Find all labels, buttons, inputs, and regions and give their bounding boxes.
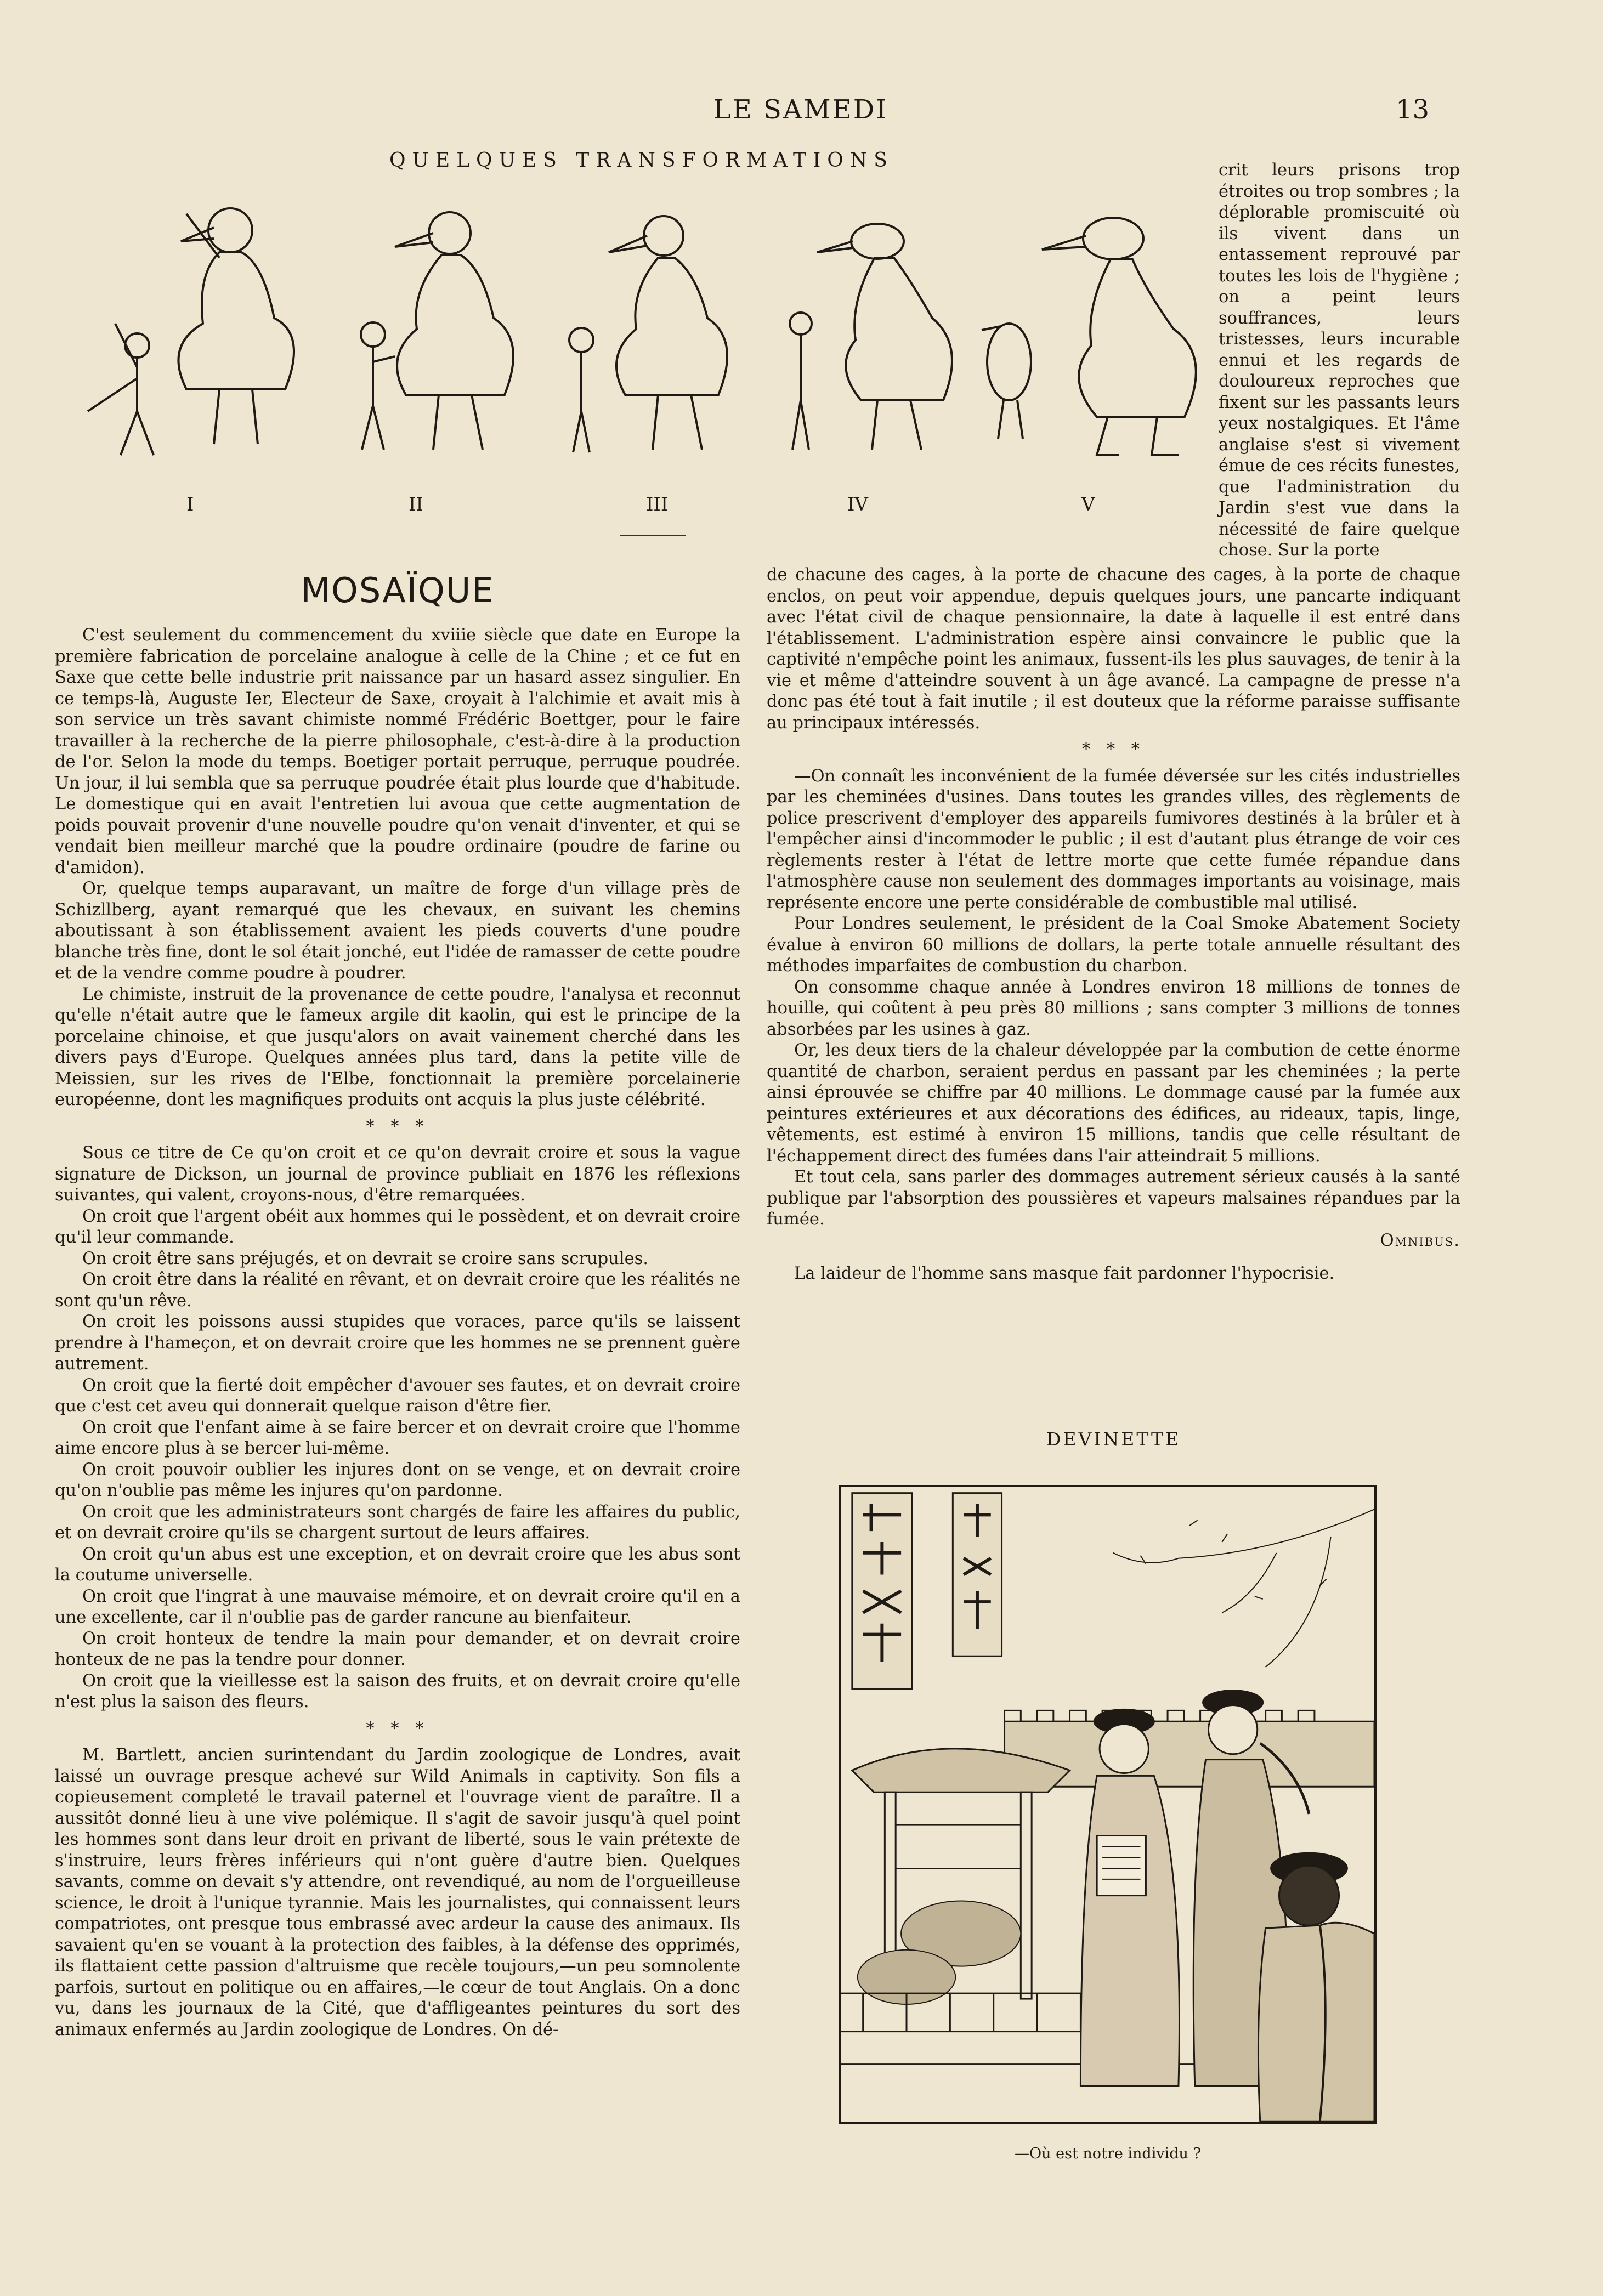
maxim-paragraph: On croit pouvoir oublier les injures dont on se venge, et on devrait croire qu'on n'oublie pas même les injures qu'on pardonne. [55,1460,740,1500]
maxim-paragraph: On croit les poissons aussi stupides que voraces, parce qu'ils se laissent prendre à l'hameçon, et on devrait croire que les hommes ne se prennent guère autrement. [55,1312,740,1374]
devinette-illustration [839,1485,1377,2124]
panel-label-1: I [186,494,194,515]
cartoon-title: QUELQUES TRANSFORMATIONS [389,149,894,172]
maxim-paragraph: On croit qu'un abus est une exception, et on devrait croire que les abus sont la coutume universelle. [55,1544,740,1585]
hanging-banners [852,1493,1002,1689]
maxim-paragraph: On croit honteux de tendre la main pour demander, et on devrait croire honteux de ne pas la tendre pour donner. [55,1629,740,1669]
figure-woman-child [88,208,294,455]
maxim-paragraph: On croit que la fierté doit empêcher d'avouer ses fautes, et on devrait croire que c'est cet aveu qui donnerait quelque raison d'être fier. [55,1375,740,1416]
cartoon-illustration [55,181,1207,521]
article-column-right [767,565,1460,1285]
article-paragraph: —On connaît les inconvénient de la fumée déversée sur les cités industrielles par les cheminées d'usines. Dans toutes les grandes villes, des règlements de police prescrivent d'employer des appareils fumivores destinés à la brûler et à l'empêcher ainsi d'incommoder le public ; il est d'autant plus étrange de voir ces règlements rester à l'état de lettre morte que cette fumée répandue dans l'atmosphère cause non seulement des dommages importants au voisinage, mais représente encore une perte considérable de combustible mal utilisé. [767,766,1460,912]
figure-goose [982,218,1196,455]
shrubs [858,1901,1021,2004]
figure-transition-3 [569,216,727,452]
panel-label-4: IV [847,494,868,515]
maxim-paragraph: On croit que l'enfant aime à se faire bercer et on devrait croire que l'homme aime encore plus à se bercer lui-même. [55,1418,740,1458]
maxim-paragraph: On croit que l'ingrat à une mauvaise mémoire, et on devrait croire qu'il en a une excellente, car il n'oublie pas de garder rancune au bienfaiteur. [55,1586,740,1627]
panel-label-2: II [409,494,423,515]
article-column-left [55,625,740,2040]
section-separator: * * * [366,1719,429,1738]
maxim-paragraph: On croit que l'argent obéit aux hommes qui le possèdent, et on devrait croire qu'il leur commande. [55,1206,740,1247]
panel-label-3: III [646,494,669,515]
maxim-paragraph: On croit être dans la réalité en rêvant, et on devrait croire que les réalités ne sont qu'un rêve. [55,1270,740,1311]
panel-label-5: V [1081,494,1095,515]
figure-transition-2 [361,212,513,450]
section-title: MOSAÏQUE [301,570,495,610]
article-paragraph: C'est seulement du commencement du xviiie siècle que date en Europe la première fabrication de porcelaine analogue à celle de la Chine ; et ce fut en Saxe que cette belle industrie prit naissance par un hasard assez singulier. En ce temps-là, Auguste Ier, Electeur de Saxe, croyait à l'alchimie et avait mis à son service un très savant chimiste nommé Frédéric Boettger, pour le faire travailler à la recherche de la pierre philosophale, c'est-à-dire à la production de l'or. Selon la mode du temps. Boetiger portait perruque, perruque poudrée. Un jour, il lui sembla que sa perruque poudrée était plus lourde que d'habitude. Le domestique qui en avait l'entretien lui avoua que cette augmentation de poids pouvait provenir d'une nouvelle poudre qu'on venait d'inventer, et qui se vendait bien meilleur marché que la poudre ordinaire (poudre de farine ou d'amidon). [55,626,740,877]
section-separator: * * * [1081,740,1146,759]
author-signature: Omnibus. [1380,1231,1460,1250]
tree-branches [1113,1509,1374,1667]
figure-transition-4 [790,224,952,450]
article-column-right-top [1219,160,1460,562]
devinette-title: DEVINETTE [1046,1428,1181,1450]
article-paragraph: Or, les deux tiers de la chaleur développée par la combution de cette énorme quantité de charbon, seraient perdus en passant par les cheminées ; la perte ainsi éprouvée se chiffre par 40 millions. Le dommage causé par la fumée aux peintures extérieures et aux décorations des édifices, au rideaux, tapis, linge, vêtements, est estimé à environ 15 millions, tandis que celle résultant de l'échappement direct des fumées dans l'air atteindrait 5 millions. [767,1041,1460,1166]
running-title: LE SAMEDI [713,94,888,125]
maxim-paragraph: On croit que la vieillesse est la saison des fruits, et on devrait croire qu'elle n'est plus la saison des fleurs. [55,1671,740,1711]
article-paragraph: Et tout cela, sans parler des dommages autrement sérieux causés à la santé publique par l'absorption des poussières et vapeurs malsaines répandues par la fumée. [767,1167,1460,1229]
section-separator: * * * [366,1116,429,1136]
closing-maxim: La laideur de l'homme sans masque fait pardonner l'hypocrisie. [794,1264,1335,1283]
maxim-paragraph: On croit être sans préjugés, et on devrait se croire sans scrupules. [82,1249,648,1268]
divider [620,535,686,536]
page-number: 13 [1396,94,1430,125]
article-paragraph: Or, quelque temps auparavant, un maître de forge d'un village près de Schizllberg, ayant remarqué que les chevaux, en suivant les chemins aboutissant à son établissement avaient les pieds couverts d'une poudre blanche très fine, dont le sol était jonché, eut l'idée de ramasser de cette poudre et de la vendre comme poudre à poudrer. [55,879,740,983]
article-paragraph: Sous ce titre de Ce qu'on croit et ce qu'on devrait croire et sous la vague signature de Dickson, un journal de province publiait en 1876 les réflexions suivantes, qui valent, croyons-nous, d'être remarquées. [55,1143,740,1205]
maxim-paragraph: On croit que les administrateurs sont chargés de faire les affaires du public, et on devrait croire qu'ils se chargent surtout de leurs affaires. [55,1502,740,1543]
article-paragraph: de chacune des cages, à la porte de chacune des cages, à la porte de chaque enclos, on peut voir appendue, depuis quelques jours, une pancarte indiquant avec l'état civil de chaque pensionnaire, la date à laquelle il est entré dans l'établissement. L'administration espère ainsi convaincre le public que la captivité n'empêche point les animaux, fussent-ils les plus sauvages, de tenir à la vie et même d'atteindre souvent à un âge avancé. La campagne de presse n'a donc pas été tout à fait inutile ; il est douteux que la réforme paraisse suffisante au principaux intéressés. [767,565,1460,733]
article-paragraph: Pour Londres seulement, le président de la Coal Smoke Abatement Society évalue à environ 60 millions de dollars, la perte totale annuelle résultant des méthodes imparfaites de combustion du charbon. [767,914,1460,976]
article-paragraph: M. Bartlett, ancien surintendant du Jardin zoologique de Londres, avait laissé un ouvrage presque achevé sur Wild Animals in captivity. Son fils a copieusement completé le travail paternel et l'ouvrage vient de paraître. Il a aussitôt donné lieu à une vive polémique. Il s'agit de savoir jusqu'à quel point les hommes sont dans leur droit en privant de liberté, sous le vain prétexte de s'instruire, leurs frères inférieurs qui n'ont guère d'autre bien. Quelques savants, comme on devait s'y attendre, ont revendiqué, au nom de l'orgueilleuse science, le droit à l'unique tyrannie. Mais les journalistes, qui connaissent leurs compatriotes, ont presque tous embrassé avec ardeur la cause des animaux. Ils savaient qu'en se vouant à la protection des faibles, à la défense des opprimés, ils flattaient cette passion d'altruisme que recèle toujours,—un peu somnolente parfois, surtout en politique ou en affaires,—le cœur de tout Anglais. On a donc vu, dans les journaux de la Cité, que d'affligeantes peintures du sort des animaux enfermés au Jardin zoologique de Londres. On dé- [55,1745,740,2039]
article-paragraph: On consomme chaque année à Londres environ 18 millions de tonnes de houille, qui coûtent à peu près 80 millions ; sans compter 3 millions de tonnes absorbées par les usines à gaz. [767,977,1460,1039]
article-paragraph: Le chimiste, instruit de la provenance de cette poudre, l'analysa et reconnut qu'elle n'était autre que le fameux argile dit kaolin, qui est le principe de la porcelaine chinoise, et que jusqu'alors on avait vainement cherché dans les divers pays d'Europe. Quelques années plus tard, dans la petite ville de Meissien, sur les rives de l'Elbe, fonctionnait la première porcelainerie européenne, dont les magnifiques produits ont acquis la plus juste célébrité. [55,984,740,1109]
article-paragraph: crit leurs prisons trop étroites ou trop sombres ; la déplorable promiscuité où ils vivent dans un entassement reprouvé par toutes les lois de l'hygiène ; on a peint leurs souffrances, leurs tristesses, leurs incurable ennui et les regards de douloureux reproches que fixent sur les passants leurs yeux nostalgiques. Et l'âme anglaise s'est si vivement émue de ces récits funestes, que l'administration du Jardin s'est vue dans la nécessité de faire quelque chose. Sur la porte [1219,161,1460,560]
devinette-caption: —Où est notre individu ? [1015,2145,1201,2162]
